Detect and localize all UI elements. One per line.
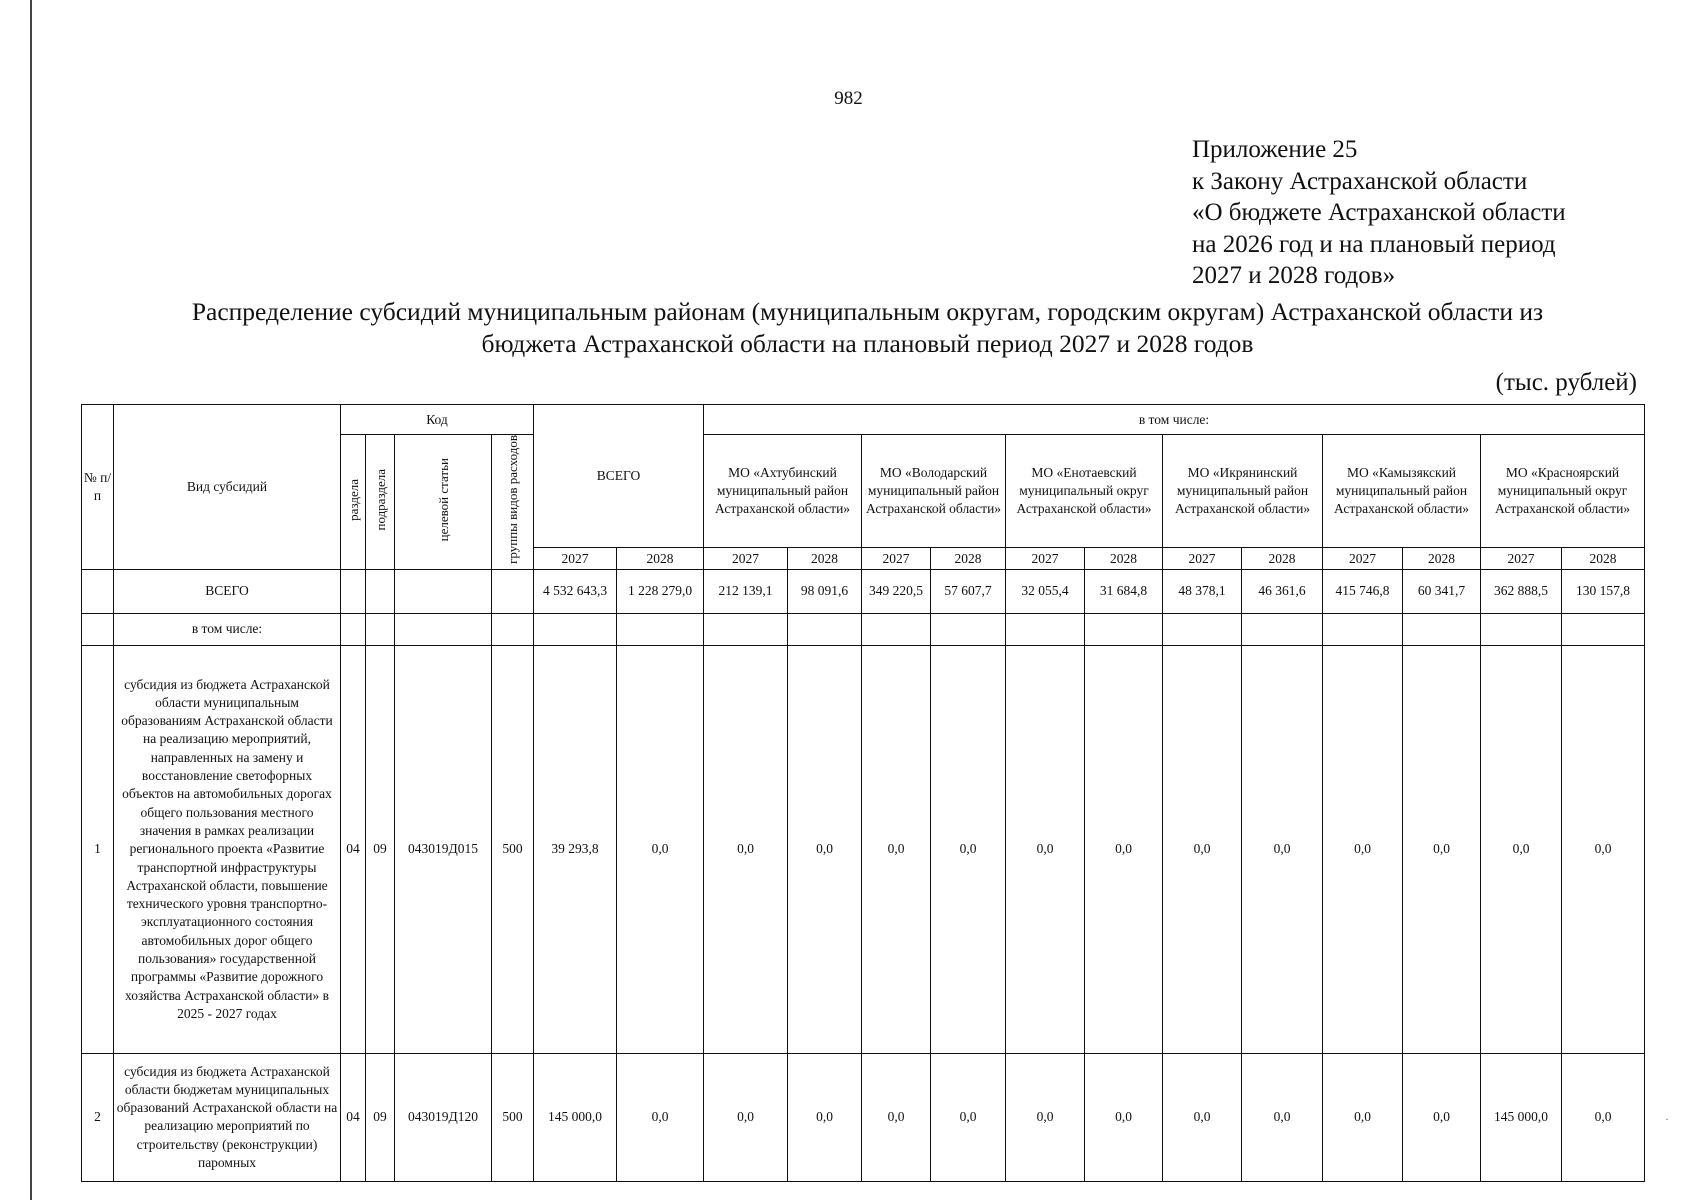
header-type: Вид субсидий: [114, 405, 341, 570]
header-year: 2028: [788, 548, 862, 570]
table-cell: [931, 613, 1006, 645]
table-cell: [492, 613, 534, 645]
table-cell-value: 212 139,1: [704, 569, 788, 613]
table-cell: [82, 613, 114, 645]
header-municipality-akhtubinsky: МО «Ахтубинский муниципальный район Астраханской области»: [704, 435, 862, 548]
table-cell-value: 0,0: [1562, 645, 1645, 1053]
page-number: 982: [834, 88, 863, 109]
table-cell-value: 46 361,6: [1242, 569, 1323, 613]
table-cell-value: 0,0: [1403, 1053, 1481, 1181]
table-cell-value: 0,0: [1242, 1053, 1323, 1181]
table-cell-label: в том числе:: [114, 613, 341, 645]
table-cell-num: 2: [82, 1053, 114, 1181]
header-year: 2027: [1006, 548, 1085, 570]
header-year: 2027: [1323, 548, 1403, 570]
table-cell-value: 39 293,8: [534, 645, 617, 1053]
table-cell-section: 04: [341, 1053, 366, 1181]
table-cell-value: 98 091,6: [788, 569, 862, 613]
table-cell-subsection: 09: [366, 1053, 395, 1181]
appendix-line: «О бюджете Астраханской области: [1192, 199, 1566, 226]
header-code-subsection: подраздела: [366, 435, 395, 570]
table-cell: [492, 569, 534, 613]
title-line: Распределение субсидий муниципальным районам (муниципальным округам, городским округам) Астраханской области из: [191, 297, 1544, 326]
appendix-line: 2027 и 2028 годов»: [1192, 262, 1396, 289]
header-municipality-enotaevsky: МО «Енотаевский муниципальный округ Астраханской области»: [1006, 435, 1163, 548]
table-cell-value: 145 000,0: [534, 1053, 617, 1181]
table-cell: [366, 569, 395, 613]
table-cell-value: 349 220,5: [862, 569, 931, 613]
header-municipality-kamyzyaksky: МО «Камызякский муниципальный район Астраханской области»: [1323, 435, 1481, 548]
subsidy-table: [81, 404, 1645, 1182]
table-cell-value: 0,0: [1481, 645, 1562, 1053]
table-cell-value: 48 378,1: [1163, 569, 1242, 613]
header-year: 2027: [704, 548, 788, 570]
table-cell-value: 145 000,0: [1481, 1053, 1562, 1181]
header-year: 2027: [1163, 548, 1242, 570]
table-cell-value: 0,0: [1163, 645, 1242, 1053]
table-cell: [1562, 613, 1645, 645]
table-cell-description: субсидия из бюджета Астраханской области муниципальным образованиям Астраханской области на реализацию мероприятий, направленных на замену и восстановление светофорных объектов на автомобильных дорогах общего пользования местного значения в рамках реализации регионального проекта «Развитие транспортной инфраструктуры Астраханской области, повышение технического уровня транспортно-эксплуатационного состояния автомобильных дорог общего пользования» государственной программы «Развитие дорожного хозяйства Астраханской области» в 2025 - 2027 годах: [114, 645, 341, 1053]
table-cell: [617, 613, 704, 645]
table-cell: [366, 613, 395, 645]
header-year: 2028: [1562, 548, 1645, 570]
table-cell: [1163, 613, 1242, 645]
header-num: № п/п: [82, 405, 114, 570]
table-cell-subsection: 09: [366, 645, 395, 1053]
table-cell: [341, 569, 366, 613]
header-code-target: целевой статьи: [395, 435, 492, 570]
table-row: [82, 645, 1645, 1053]
table-cell: [1242, 613, 1323, 645]
scan-mark: ·: [1665, 1112, 1669, 1126]
header-year: 2028: [617, 548, 704, 570]
header-year: 2027: [862, 548, 931, 570]
table-cell-value: 0,0: [704, 645, 788, 1053]
table-cell-value: 32 055,4: [1006, 569, 1085, 613]
table-cell-value: 0,0: [1323, 645, 1403, 1053]
appendix-line: к Закону Астраханской области: [1192, 167, 1528, 195]
table-cell-value: 0,0: [862, 1053, 931, 1181]
header-total: ВСЕГО: [534, 405, 704, 548]
table-cell-value: 0,0: [1006, 645, 1085, 1053]
header-municipality-krasnoyarsky: МО «Красноярский муниципальный округ Астраханской области»: [1481, 435, 1645, 548]
table-cell-value: 0,0: [788, 1053, 862, 1181]
table-cell: [395, 613, 492, 645]
table-cell-value: 31 684,8: [1085, 569, 1163, 613]
table-cell-value: 0,0: [1562, 1053, 1645, 1181]
table-cell: [341, 613, 366, 645]
header-year: 2027: [534, 548, 617, 570]
table-cell: [862, 613, 931, 645]
table-cell-value: 0,0: [1403, 645, 1481, 1053]
table-cell-value: 0,0: [1085, 645, 1163, 1053]
table-cell-description: субсидия из бюджета Астраханской области бюджетам муниципальных образований Астраханской области на реализацию мероприятий по строительству (реконструкции) паромных: [114, 1053, 341, 1181]
header-year: 2028: [1403, 548, 1481, 570]
header-year: 2028: [1242, 548, 1323, 570]
table-cell-value: 0,0: [617, 1053, 704, 1181]
header-code: Код: [341, 405, 534, 435]
table-cell: [788, 613, 862, 645]
table-cell-num: 1: [82, 645, 114, 1053]
table-cell-value: 0,0: [931, 1053, 1006, 1181]
table-cell-value: 0,0: [1163, 1053, 1242, 1181]
header-year: 2027: [1481, 548, 1562, 570]
table-cell-value: 60 341,7: [1403, 569, 1481, 613]
header-code-expense-group: группы видов расходов: [492, 435, 534, 570]
table-cell-value: 0,0: [1085, 1053, 1163, 1181]
header-municipality-ikryaninsky: МО «Икрянинский муниципальный район Астраханской области»: [1163, 435, 1323, 548]
table-cell-value: 0,0: [1242, 645, 1323, 1053]
table-cell-value: 0,0: [931, 645, 1006, 1053]
table-row-including: [82, 613, 1645, 645]
table-cell-target: 043019Д120: [395, 1053, 492, 1181]
table-cell: [1481, 613, 1562, 645]
table-cell-value: 0,0: [704, 1053, 788, 1181]
document-title: [0, 296, 1697, 360]
table-row-total: [82, 569, 1645, 613]
table-cell-value: 0,0: [1006, 1053, 1085, 1181]
table-cell: [1403, 613, 1481, 645]
header-year: 2028: [1085, 548, 1163, 570]
header-row-code: [82, 405, 1645, 435]
table-cell-value: 0,0: [788, 645, 862, 1053]
table-cell-value: 362 888,5: [1481, 569, 1562, 613]
header-code-section: раздела: [341, 435, 366, 570]
title-line: бюджета Астраханской области на плановый период 2027 и 2028 годов: [481, 329, 1254, 358]
table-cell-value: 0,0: [862, 645, 931, 1053]
appendix-line: на 2026 год и на плановый период: [1192, 230, 1556, 258]
table-cell-label: ВСЕГО: [114, 569, 341, 613]
table-cell-target: 043019Д015: [395, 645, 492, 1053]
table-cell-value: 4 532 643,3: [534, 569, 617, 613]
table-cell: [534, 613, 617, 645]
table-cell: [1006, 613, 1085, 645]
table-cell: [704, 613, 788, 645]
appendix-block: [1192, 134, 1566, 292]
table-cell-value: 0,0: [617, 645, 704, 1053]
table-cell-section: 04: [341, 645, 366, 1053]
table-cell-value: 1 228 279,0: [617, 569, 704, 613]
table-cell: [1323, 613, 1403, 645]
header-year: 2028: [931, 548, 1006, 570]
table-cell: [82, 569, 114, 613]
unit-label: (тыс. рублей): [1495, 369, 1637, 396]
table-cell-value: 57 607,7: [931, 569, 1006, 613]
table-row: [82, 1053, 1645, 1181]
binding-line: [30, 0, 32, 1200]
appendix-line: Приложение 25: [1192, 136, 1358, 163]
table-cell-value: 130 157,8: [1562, 569, 1645, 613]
header-including: в том числе:: [704, 405, 1645, 435]
table-cell-expense-group: 500: [492, 1053, 534, 1181]
table-cell-value: 0,0: [1323, 1053, 1403, 1181]
table-cell-value: 415 746,8: [1323, 569, 1403, 613]
table-cell: [395, 569, 492, 613]
header-municipality-volodarsky: МО «Володарский муниципальный район Астраханской области»: [862, 435, 1006, 548]
table-cell: [1085, 613, 1163, 645]
table-cell-expense-group: 500: [492, 645, 534, 1053]
